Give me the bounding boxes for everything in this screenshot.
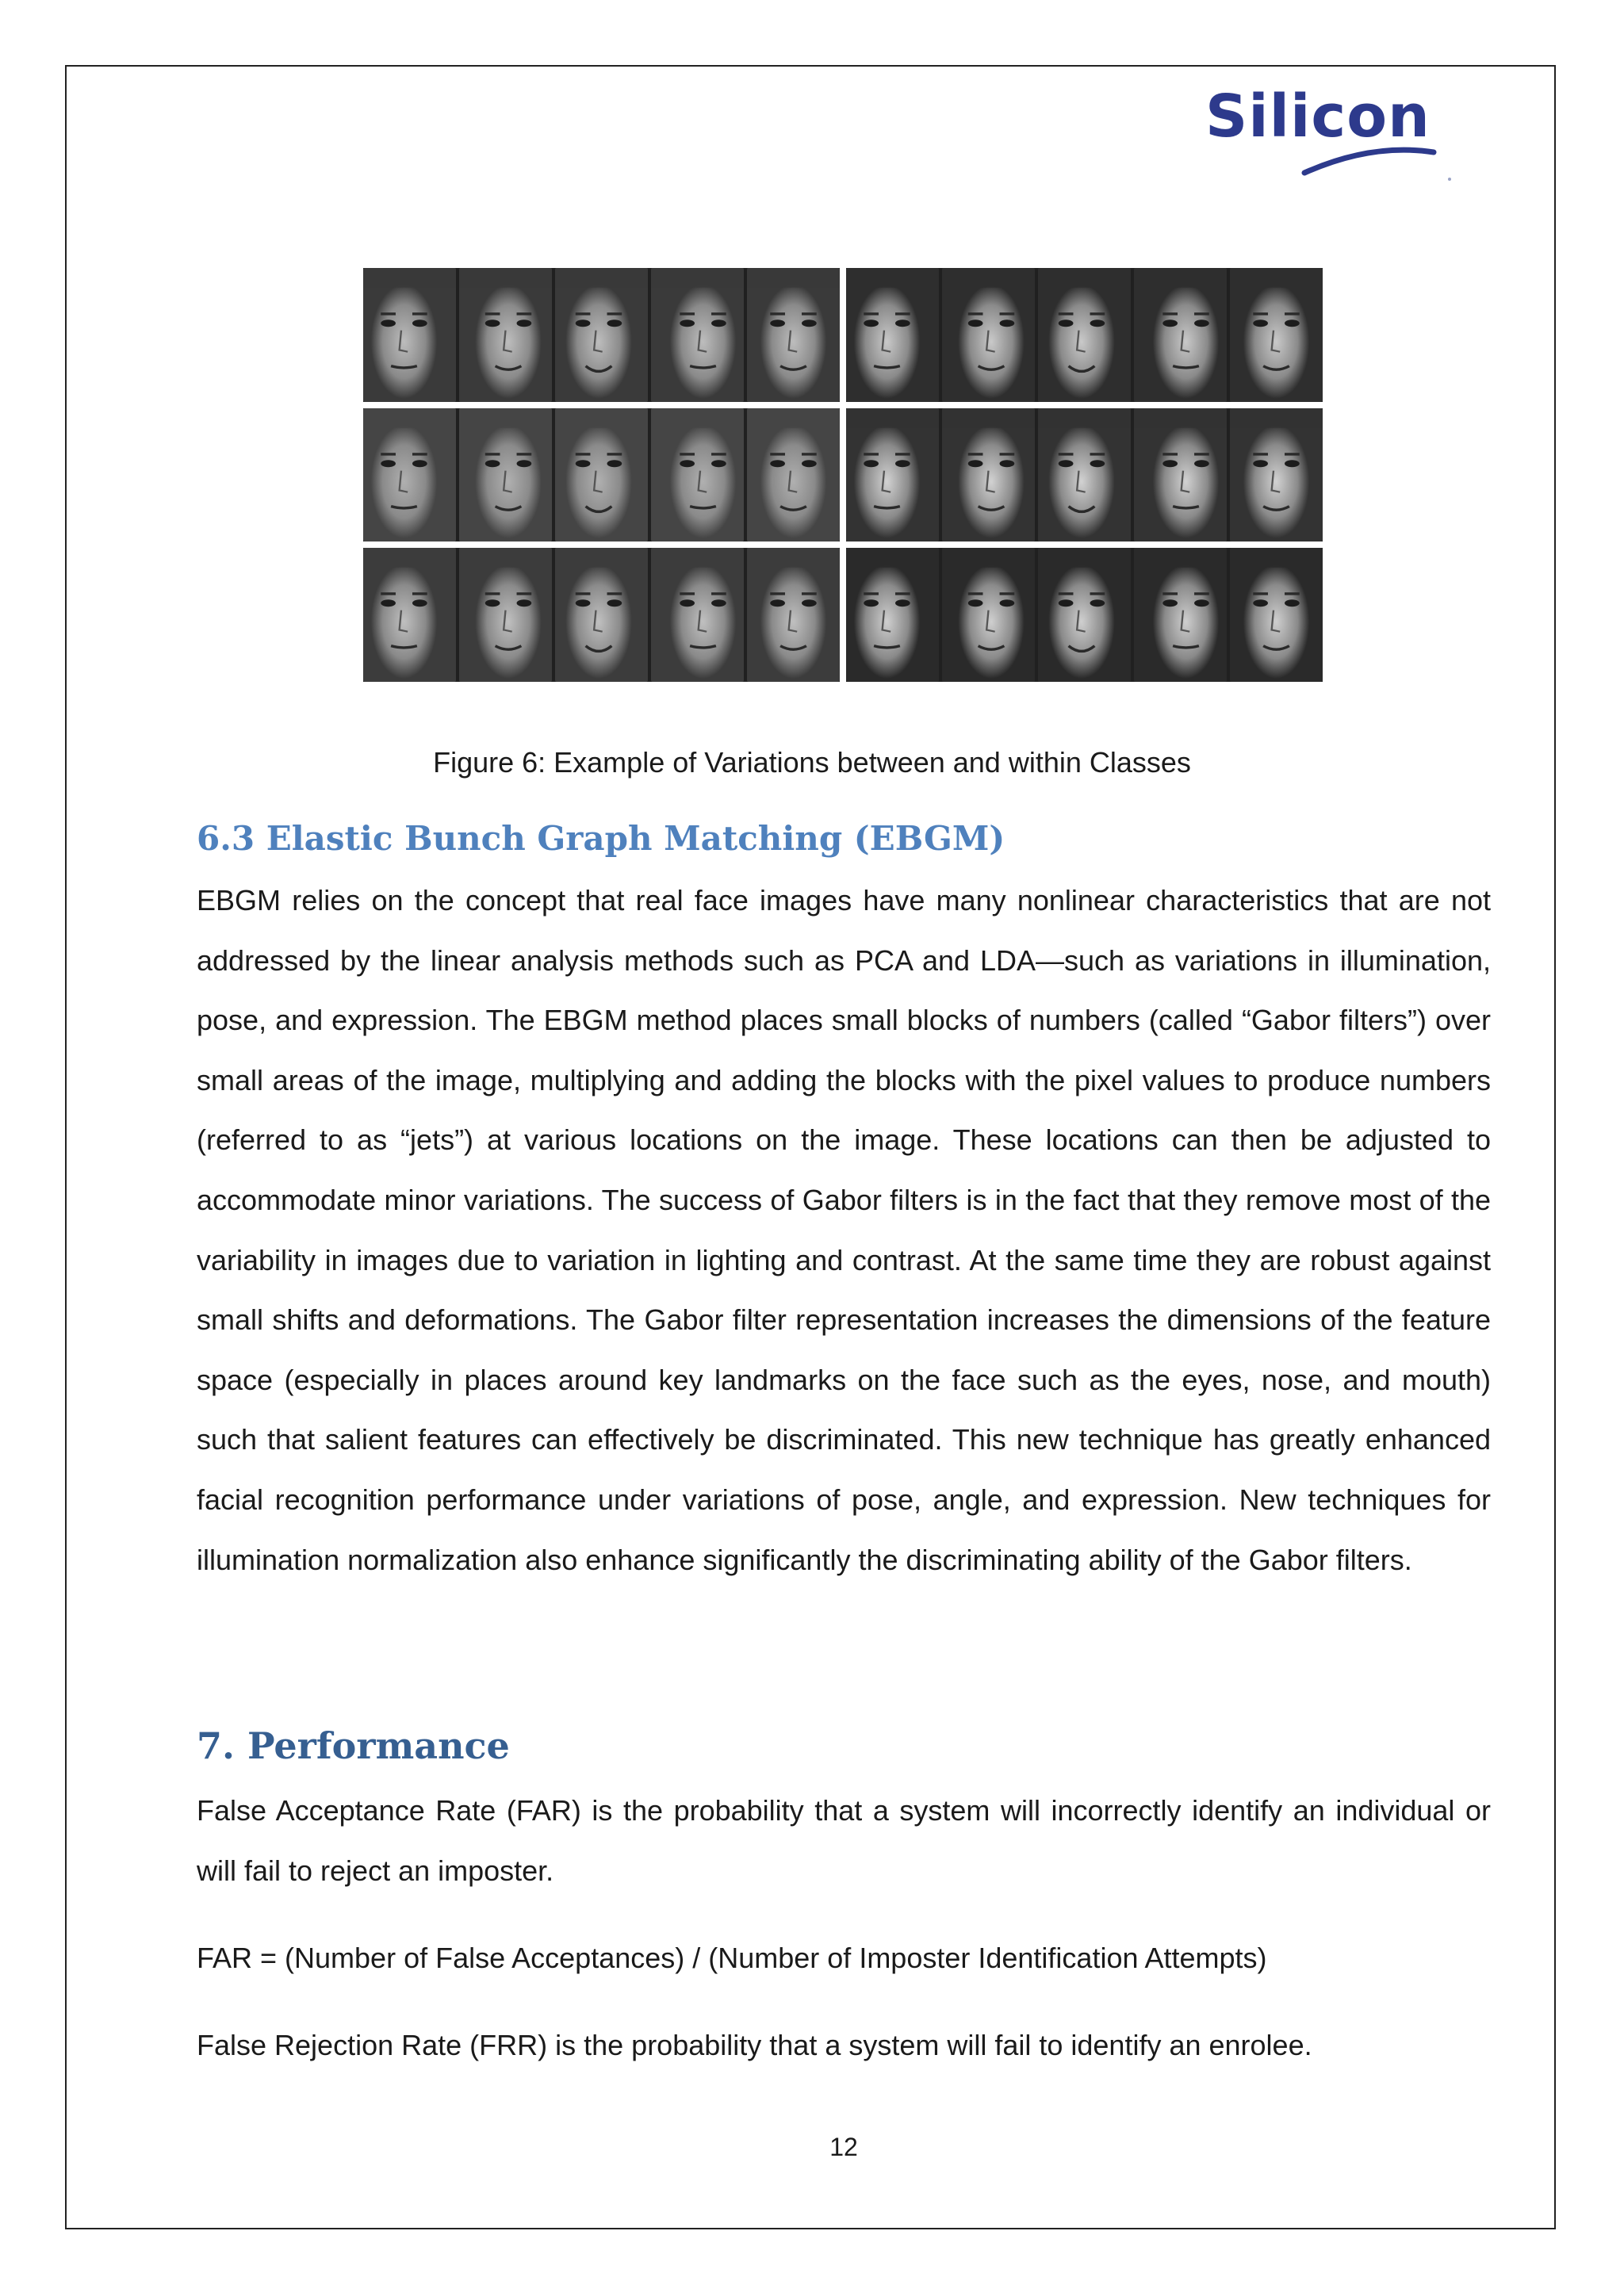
face-features xyxy=(1134,548,1227,682)
far-formula: FAR = (Number of False Acceptances) / (Number of Imposter Identification Attempts) xyxy=(197,1942,1267,1974)
face-photo xyxy=(555,268,648,402)
section-7-heading: 7. Performance xyxy=(197,1724,510,1767)
face-photo xyxy=(942,548,1035,682)
face-features xyxy=(747,408,840,542)
face-group xyxy=(363,408,840,542)
face-photo xyxy=(942,408,1035,542)
face-photo xyxy=(846,268,939,402)
section-6-3-heading: 6.3 Elastic Bunch Graph Matching (EBGM) xyxy=(197,819,1005,858)
face-features xyxy=(651,268,744,402)
face-features xyxy=(1038,548,1131,682)
face-photo xyxy=(459,548,552,682)
company-logo xyxy=(1197,82,1459,182)
face-photo xyxy=(363,548,456,682)
far-definition: False Acceptance Rate (FAR) is the probability that a system will incorrectly identify an individual or will fail to reject an imposter. xyxy=(197,1794,1491,1887)
face-features xyxy=(555,408,648,542)
face-features xyxy=(1134,408,1227,542)
face-photo xyxy=(651,408,744,542)
face-features xyxy=(747,268,840,402)
face-features xyxy=(1230,268,1323,402)
face-features xyxy=(1134,268,1227,402)
logo-text: Silicon xyxy=(1205,82,1431,151)
face-features xyxy=(363,408,456,542)
face-group xyxy=(363,268,840,402)
face-features xyxy=(1038,408,1131,542)
face-photo xyxy=(747,548,840,682)
face-features xyxy=(555,548,648,682)
face-photo xyxy=(846,548,939,682)
face-features xyxy=(459,548,552,682)
face-variation-figure xyxy=(363,268,1323,682)
face-features xyxy=(1230,548,1323,682)
face-features xyxy=(747,548,840,682)
face-features xyxy=(1230,408,1323,542)
face-photo xyxy=(555,548,648,682)
face-photo xyxy=(747,268,840,402)
face-photo xyxy=(363,408,456,542)
face-photo xyxy=(1134,548,1227,682)
face-features xyxy=(363,548,456,682)
face-features xyxy=(942,268,1035,402)
face-photo xyxy=(459,268,552,402)
face-features xyxy=(942,548,1035,682)
face-features xyxy=(942,408,1035,542)
face-photo xyxy=(1230,408,1323,542)
face-photo xyxy=(555,408,648,542)
face-features xyxy=(1038,268,1131,402)
frr-definition: False Rejection Rate (FRR) is the probability that a system will fail to identify an enrolee. xyxy=(197,2029,1312,2061)
face-features xyxy=(651,408,744,542)
face-group xyxy=(363,548,840,682)
face-photo xyxy=(1230,548,1323,682)
face-photo xyxy=(1134,268,1227,402)
ebgm-paragraph: EBGM relies on the concept that real face images have many nonlinear characteristics that are not addressed by the linear analysis methods such as PCA and LDA—such as variations in illumination, pose, and expression. The EBGM method places small blocks of numbers (called “Gabor filters”) over small areas of the image, multiplying and adding the blocks with the pixel values to produce numbers (referred to as “jets”) at various locations on the image. These locations can then be adjusted to accommodate minor variations. The success of Gabor filters is in the fact that they remove most of the variability in images due to variation in lighting and contrast. At the same time they are robust against small shifts and deformations. The Gabor filter representation increases the dimensions of the feature space (especially in places around key landmarks on the face such as the eyes, nose, and mouth) such that salient features can effectively be discriminated. This new technique has greatly enhanced facial recognition performance under variations of pose, angle, and expression. New techniques for illumination normalization also enhance significantly the discriminating ability of the Gabor filters. xyxy=(197,884,1491,1576)
face-features xyxy=(846,548,939,682)
figure-caption: Figure 6: Example of Variations between and within Classes xyxy=(433,746,1191,779)
face-photo xyxy=(1038,548,1131,682)
face-group xyxy=(846,548,1323,682)
face-features xyxy=(555,268,648,402)
face-photo xyxy=(1134,408,1227,542)
face-photo xyxy=(1230,268,1323,402)
face-photo xyxy=(1038,268,1131,402)
face-group xyxy=(846,268,1323,402)
face-photo xyxy=(651,548,744,682)
face-photo xyxy=(1038,408,1131,542)
face-features xyxy=(846,268,939,402)
page-number: 12 xyxy=(829,2133,858,2161)
face-features xyxy=(651,548,744,682)
face-features xyxy=(363,268,456,402)
face-photo xyxy=(459,408,552,542)
face-photo xyxy=(942,268,1035,402)
face-photo xyxy=(747,408,840,542)
face-photo xyxy=(363,268,456,402)
face-features xyxy=(846,408,939,542)
face-group xyxy=(846,408,1323,542)
face-photo xyxy=(846,408,939,542)
face-photo xyxy=(651,268,744,402)
face-features xyxy=(459,268,552,402)
face-features xyxy=(459,408,552,542)
